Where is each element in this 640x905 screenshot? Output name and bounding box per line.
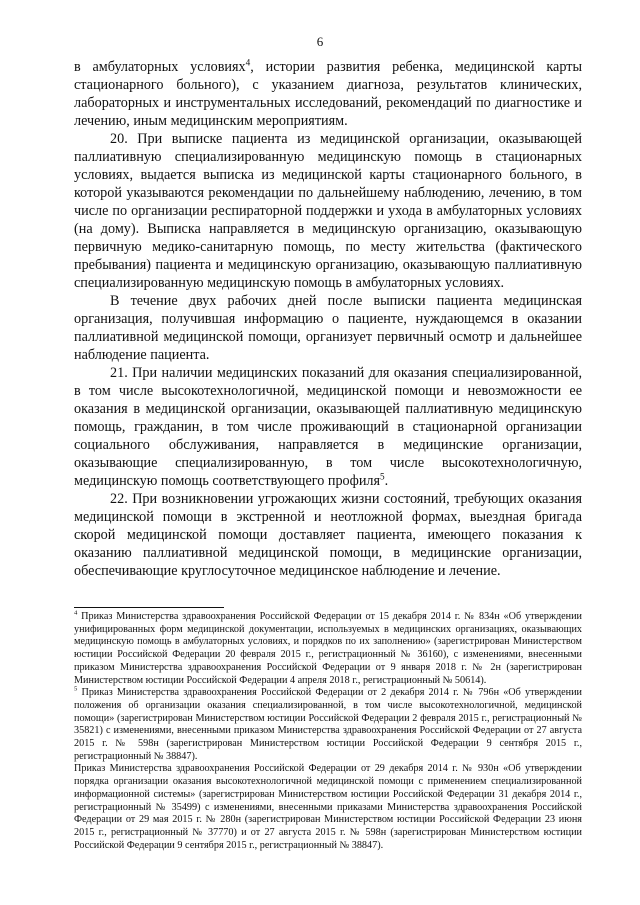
main-text [74, 58, 582, 580]
paragraph-continuation [74, 58, 582, 130]
paragraph-22: 22. При возникновении угрожающих жизни состояний, требующих оказания медицинской помощи в экстренной и неотложной формах, выездная бригада скорой медицинской помощи доставляет пациента, имеющего показания к оказанию паллиативной медицинской помощи, в медицинские организации, обеспечивающие круглосуточное медицинское наблюдение и лечение. [74, 491, 582, 579]
footnote-marker: 5 [74, 685, 78, 693]
paragraph-text-tail: , истории развития ребенка, медицинской карты стационарного больного), с указанием диагноза, результатов клинических, лабораторных и инструментальных исследований, рекомендаций по диагностике и лечению, иным медицинским мероприятиям. [74, 59, 582, 129]
footnote-ref-4: 4 [245, 57, 251, 68]
paragraph-21 [74, 364, 582, 490]
footnote-text: Приказ Министерства здравоохранения Российской Федерации от 15 декабря 2014 г. № 834н «Об утверждении унифицированных форм медицинской документации, используемых в медицинских организациях, оказывающих медицинскую помощь в амбулаторных условиях, и порядков по их заполнению» (зарегистрирован Министерством юстиции Российской Федерации 20 февраля 2015 г., регистрационный № 36160), с изменениями, внесенными приказом Министерства здравоохранения Российской Федерации от 9 января 2018 г. № 2н (зарегистрирован Министерством юстиции Российской Федерации 4 апреля 2018 г., регистрационный № 50614). [74, 611, 582, 686]
footnote-marker: 4 [74, 609, 78, 617]
footnote-4 [74, 611, 582, 687]
paragraph-text-tail: . [384, 473, 389, 489]
footnote-separator [74, 607, 224, 608]
paragraph-20: 20. При выписке пациента из медицинской организации, оказывающей паллиативную специализированную медицинскую помощь в стационарных условиях, выдается выписка из медицинской карты стационарного больного, в которой указываются рекомендации по дальнейшему наблюдению, лечению, в том числе по организации респираторной поддержки и ухода в амбулаторных условиях (на дому). Выписка направляется в медицинскую организацию, оказывающую первичную медико-санитарную помощь, по месту жительства (фактического пребывания) пациента и медицинскую организацию, оказывающую паллиативную специализированную медицинскую помощь в амбулаторных условиях. [74, 131, 582, 291]
footnote-5 [74, 687, 582, 763]
footnotes [74, 611, 582, 852]
paragraph-text: 21. При наличии медицинских показаний для оказания специализированной, в том числе высокотехнологичной, медицинской помощи и невозможности ее оказания в медицинской организации, оказывающей паллиативную медицинскую помощь, гражданин, в том числе проживающий в стационарной организации социального обслуживания, направляется в медицинские организации, оказывающие специализированную, в том числе высокотехнологичную, медицинскую помощь соответствующего профиля [74, 365, 582, 489]
paragraph-20-followup: В течение двух рабочих дней после выписки пациента медицинская организация, получившая информацию о пациенте, нуждающемся в оказании паллиативной медицинской помощи, организует первичный осмотр и дальнейшее наблюдение пациента. [74, 293, 582, 363]
page-number: 6 [316, 34, 324, 49]
footnote-5-continued: Приказ Министерства здравоохранения Российской Федерации от 29 декабря 2014 г. № 930н «Об утверждении порядка организации оказания высокотехнологичной медицинской помощи с применением специализированной информационной системы» (зарегистрирован Министерством юстиции Российской Федерации 31 декабря 2014 г., регистрационный № 35499) с изменениями, внесенными приказами Министерства здравоохранения Российской Федерации от 29 мая 2015 г. № 280н (зарегистрирован Министерством юстиции Российской Федерации 23 июня 2015 г., регистрационный № 37770) и от 27 августа 2015 г. № 598н (зарегистрирован Министерством юстиции Российской Федерации 9 сентября 2015 г., регистрационный № 38847). [74, 763, 582, 851]
paragraph-text: в амбулаторных условиях [74, 59, 246, 75]
footnote-ref-5: 5 [380, 471, 385, 482]
footnote-text: Приказ Министерства здравоохранения Российской Федерации от 2 декабря 2014 г. № 796н «Об утверждении положения об организации оказания специализированной, в том числе высокотехнологичной, медицинской помощи» (зарегистрирован Министерством юстиции Российской Федерации 2 февраля 2015 г., регистрационный № 35821) с изменениями, внесенными приказом Министерства здравоохранения Российской Федерации от 27 августа 2015 г. № 598н (зарегистрирован Министерством юстиции Российской Федерации 9 сентября 2015 г., регистрационный № 38847). [74, 687, 582, 762]
